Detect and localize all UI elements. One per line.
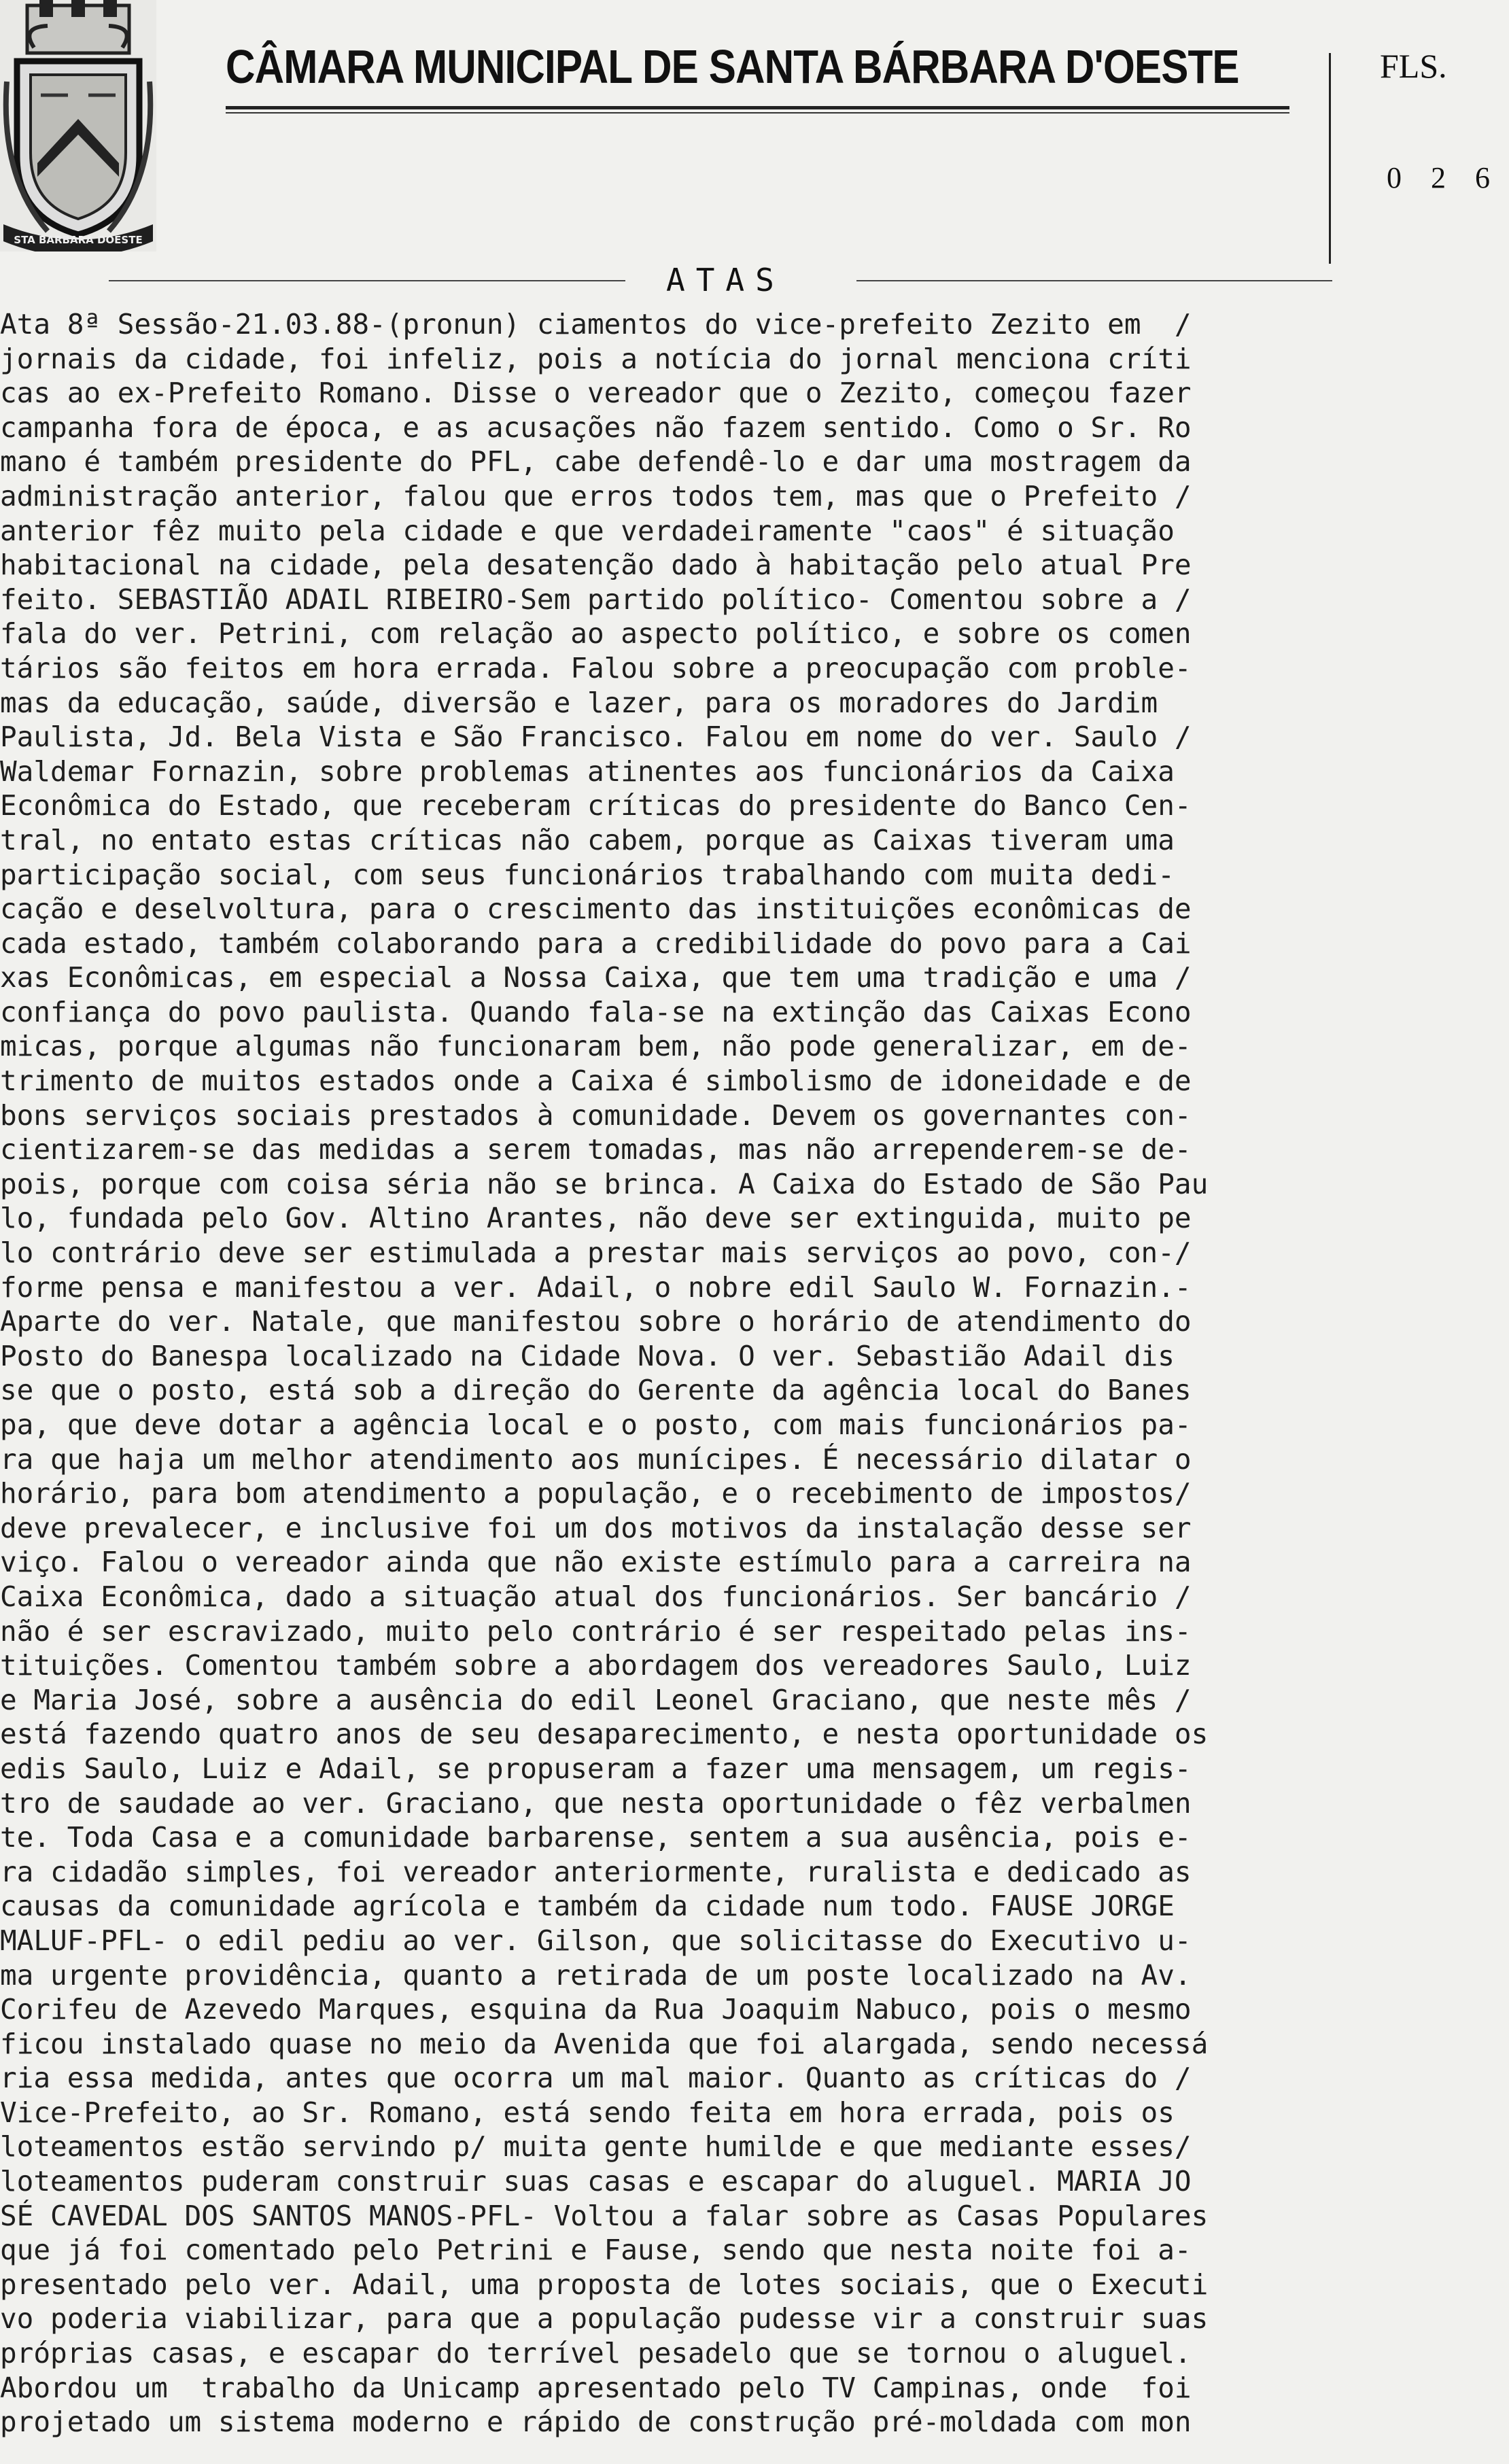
header-rule-thin — [226, 112, 1289, 114]
text-line: MALUF-PFL- o edil pediu ao ver. Gilson, que solicitasse do Executivo u- — [0, 1924, 1192, 1957]
text-line: lo contrário deve ser estimulada a prestar mais serviços ao povo, con-/ — [0, 1236, 1192, 1270]
text-line: cada estado, também colaborando para a credibilidade do povo para a Cai — [0, 926, 1192, 960]
text-line: ra cidadão simples, foi vereador anteriormente, ruralista e dedicado as — [0, 1855, 1192, 1888]
text-line: pois, porque com coisa séria não se brinca. A Caixa do Estado de São Pau — [0, 1167, 1209, 1200]
text-line: ma urgente providência, quanto a retirada de um poste localizado na Av. — [0, 1958, 1192, 1992]
text-line: projetado um sistema moderno e rápido de construção pré-moldada com mon — [0, 2406, 1192, 2439]
text-line: xas Econômicas, em especial a Nossa Caixa, que tem uma tradição e uma / — [0, 961, 1192, 994]
section-rule-right — [856, 280, 1332, 281]
text-line: administração anterior, falou que erros todos tem, mas que o Prefeito / — [0, 479, 1192, 513]
minutes-text — [0, 307, 1495, 2440]
text-line: bons serviços sociais prestados à comunidade. Devem os governantes con- — [0, 1098, 1192, 1132]
text-line: que já foi comentado pelo Petrini e Fause, sendo que nesta noite foi a- — [0, 2234, 1192, 2267]
text-line: viço. Falou o vereador ainda que não existe estímulo para a carreira na — [0, 1546, 1192, 1579]
text-line: lo, fundada pelo Gov. Altino Arantes, não deve ser extinguida, muito pe — [0, 1202, 1192, 1235]
text-line: Waldemar Fornazin, sobre problemas atinentes aos funcionários da Caixa — [0, 754, 1175, 788]
text-line: mano é também presidente do PFL, cabe defendê-lo e dar uma mostragem da — [0, 445, 1192, 479]
text-line: presentado pelo ver. Adail, uma proposta de lotes sociais, que o Executi — [0, 2268, 1209, 2301]
text-line: confiança do povo paulista. Quando fala-se na extinção das Caixas Econo — [0, 995, 1192, 1028]
text-line: tro de saudade ao ver. Graciano, que nesta oportunidade o fêz verbalmen — [0, 1786, 1192, 1820]
text-line: próprias casas, e escapar do terrível pesadelo que se tornou o aluguel. — [0, 2337, 1192, 2370]
institution-title: CÂMARA MUNICIPAL DE SANTA BÁRBARA D'OESTE — [226, 40, 1239, 93]
text-line: cas ao ex-Prefeito Romano. Disse o vereador que o Zezito, começou fazer — [0, 377, 1192, 410]
text-line: anterior fêz muito pela cidade e que verdadeiramente "caos" é situação — [0, 514, 1175, 547]
text-line: Abordou um trabalho da Unicamp apresentado pelo TV Campinas, onde foi — [0, 2371, 1192, 2404]
text-line: habitacional na cidade, pela desatenção dado à habitação pelo atual Pre — [0, 549, 1192, 582]
header-divider — [1329, 53, 1331, 264]
text-line: Posto do Banespa localizado na Cidade Nova. O ver. Sebastião Adail dis — [0, 1339, 1175, 1372]
text-line: vo poderia viabilizar, para que a população pudesse vir a construir suas — [0, 2302, 1209, 2336]
text-line: Paulista, Jd. Bela Vista e São Francisco. Falou em nome do ver. Saulo / — [0, 721, 1192, 754]
text-line: tral, no entato estas críticas não cabem, porque as Caixas tiveram uma — [0, 823, 1175, 856]
text-line: não é ser escravizado, muito pelo contrário é ser respeitado pelas ins- — [0, 1614, 1192, 1648]
text-line: mas da educação, saúde, diversão e lazer, para os moradores do Jardim — [0, 686, 1158, 719]
fls-label: FLS. — [1380, 47, 1447, 85]
text-line: fala do ver. Petrini, com relação ao aspecto político, e sobre os comen — [0, 617, 1192, 650]
text-line: SÉ CAVEDAL DOS SANTOS MANOS-PFL- Voltou a falar sobre as Casas Populares — [0, 2199, 1209, 2232]
text-line: trimento de muitos estados onde a Caixa é simbolismo de idoneidade e de — [0, 1064, 1192, 1098]
text-line: tários são feitos em hora errada. Falou sobre a preocupação com proble- — [0, 651, 1192, 684]
text-line: te. Toda Casa e a comunidade barbarense, sentem a sua ausência, pois e- — [0, 1821, 1192, 1854]
text-line: participação social, com seus funcionários trabalhando com muita dedi- — [0, 858, 1175, 891]
text-line: loteamentos puderam construir suas casas e escapar do aluguel. MARIA JO — [0, 2165, 1192, 2198]
crest-ribbon-text: STA BARBARA DOESTE — [14, 234, 143, 246]
text-line: Econômica do Estado, que receberam críticas do presidente do Banco Cen- — [0, 789, 1192, 822]
text-line: loteamentos estão servindo p/ muita gente humilde e que mediante esses/ — [0, 2130, 1192, 2164]
text-line: cientizarem-se das medidas a serem tomadas, mas não arrependerem-se de- — [0, 1133, 1192, 1166]
text-line: se que o posto, está sob a direção do Gerente da agência local do Banes — [0, 1374, 1192, 1407]
text-line: tituições. Comentou também sobre a abordagem dos vereadores Saulo, Luiz — [0, 1649, 1192, 1682]
section-rule-left — [109, 280, 625, 281]
text-line: feito. SEBASTIÃO ADAIL RIBEIRO-Sem partido político- Comentou sobre a / — [0, 583, 1192, 616]
coat-of-arms-icon — [0, 0, 156, 251]
text-line: pa, que deve dotar a agência local e o posto, com mais funcionários pa- — [0, 1408, 1192, 1441]
text-line: causas da comunidade agrícola e também da cidade num todo. FAUSE JORGE — [0, 1890, 1175, 1923]
page-number: 0 2 6 — [1387, 161, 1501, 194]
text-line: micas, porque algumas não funcionaram bem, não pode generalizar, em de- — [0, 1030, 1192, 1063]
text-line: está fazendo quatro anos de seu desaparecimento, e nesta oportunidade os — [0, 1718, 1209, 1751]
text-line: Ata 8ª Sessão-21.03.88-(pronun) ciamentos do vice-prefeito Zezito em / — [0, 308, 1192, 341]
text-line: ria essa medida, antes que ocorra um mal maior. Quanto as críticas do / — [0, 2062, 1192, 2095]
text-line: Aparte do ver. Natale, que manifestou sobre o horário de atendimento do — [0, 1305, 1192, 1338]
header-rule — [226, 106, 1289, 109]
text-line: e Maria José, sobre a ausência do edil Leonel Graciano, que neste mês / — [0, 1683, 1192, 1716]
text-line: edis Saulo, Luiz e Adail, se propuseram a fazer uma mensagem, um regis- — [0, 1752, 1192, 1785]
text-line: horário, para bom atendimento a população, e o recebimento de impostos/ — [0, 1477, 1192, 1510]
text-line: cação e deselvoltura, para o crescimento das instituições econômicas de — [0, 892, 1192, 926]
section-heading: ATAS — [666, 262, 785, 298]
text-line: Corifeu de Azevedo Marques, esquina da Rua Joaquim Nabuco, pois o mesmo — [0, 1993, 1192, 2026]
text-line: jornais da cidade, foi infeliz, pois a notícia do jornal menciona críti — [0, 342, 1192, 375]
text-line: forme pensa e manifestou a ver. Adail, o nobre edil Saulo W. Fornazin.- — [0, 1270, 1192, 1304]
text-line: campanha fora de época, e as acusações não fazem sentido. Como o Sr. Ro — [0, 411, 1192, 444]
text-line: ficou instalado quase no meio da Avenida que foi alargada, sendo necessá — [0, 2027, 1209, 2060]
text-line: Vice-Prefeito, ao Sr. Romano, está sendo feita em hora errada, pois os — [0, 2096, 1175, 2129]
text-line: ra que haja um melhor atendimento aos munícipes. É necessário dilatar o — [0, 1442, 1192, 1476]
text-line: Caixa Econômica, dado a situação atual dos funcionários. Ser bancário / — [0, 1580, 1192, 1613]
text-line: deve prevalecer, e inclusive foi um dos motivos da instalação desse ser — [0, 1511, 1192, 1544]
